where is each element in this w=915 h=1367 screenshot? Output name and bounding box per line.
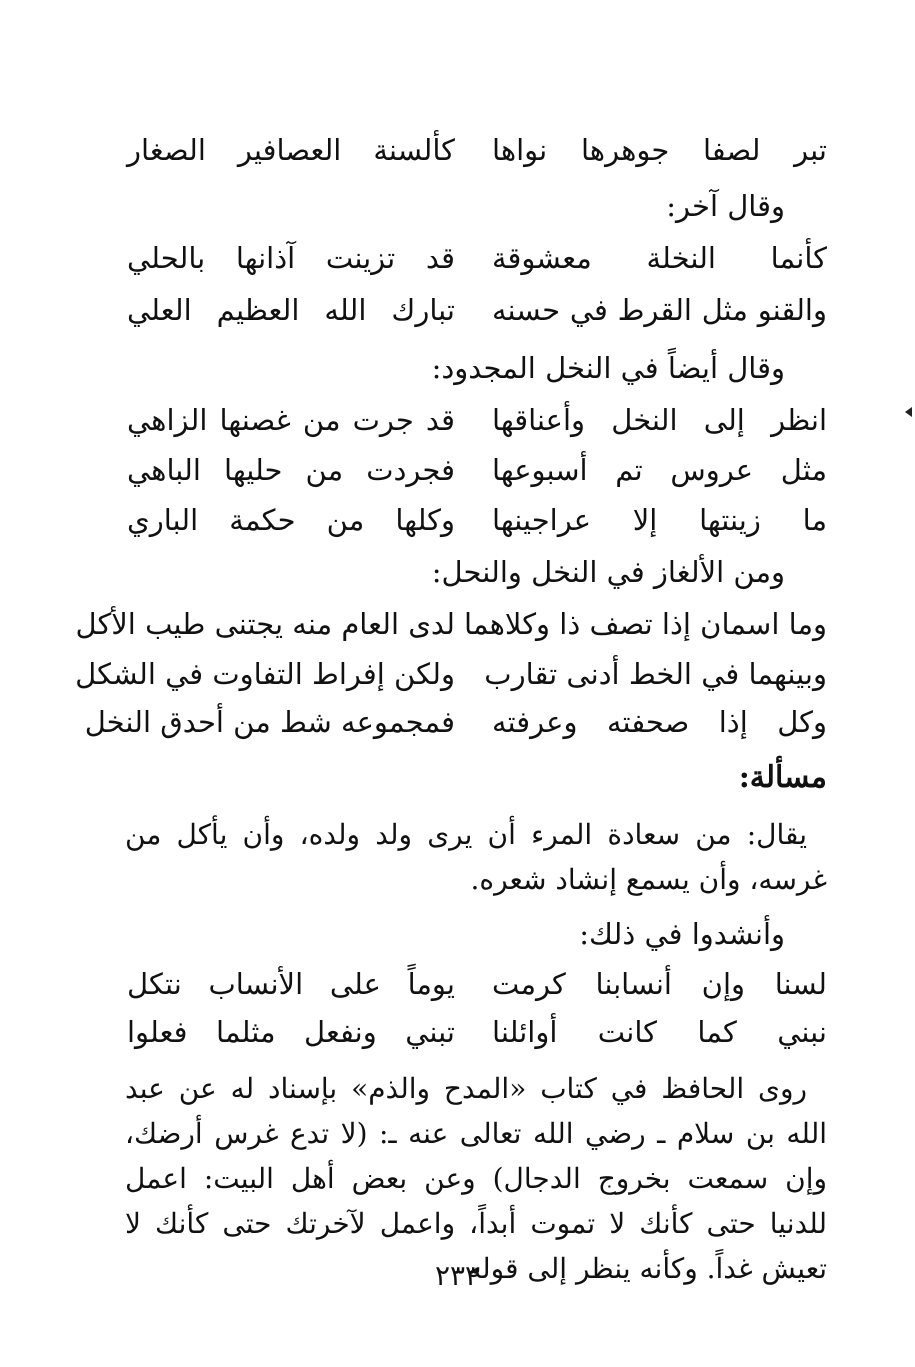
verse-hemistich-right: كأنما النخلة معشوقة xyxy=(492,241,827,275)
verse-hemistich-right: نبني كما كانت أوائلنا xyxy=(492,1015,827,1049)
verse-intro: وقال آخر: xyxy=(666,189,785,223)
verse-hemistich-right: وبينهما في الخط أدنى تقارب xyxy=(484,657,827,691)
verse-hemistich-left: ولكن إفراط التفاوت في الشكل xyxy=(75,657,455,691)
verse-hemistich-right: انظر إلى النخل وأعناقها xyxy=(492,403,827,437)
section-heading: مسألة: xyxy=(738,760,827,795)
verse-hemistich-left: فمجموعه شط من أحدق النخل xyxy=(84,705,455,739)
margin-mark-icon xyxy=(905,407,912,417)
verse-hemistich-left: كألسنة العصافير الصغار xyxy=(127,133,455,167)
paragraph: يقال: من سعادة المرء أن يرى ولد ولده، وأن يأكل من غرسه، وأن يسمع إنشاد شعره. xyxy=(125,818,827,896)
verse-hemistich-left: تبارك الله العظيم العلي xyxy=(127,293,455,327)
verse-intro: وقال أيضاً في النخل المجدود: xyxy=(431,351,785,385)
verse-hemistich-right: تبر لصفا جوهرها نواها xyxy=(492,133,827,167)
verse-hemistich-right: والقنو مثل القرط في حسنه xyxy=(492,293,827,327)
verse-hemistich-left: فجردت من حليها الباهي xyxy=(127,453,455,487)
paragraph: روى الحافظ في كتاب «المدح والذم» بإسناد له عن عبد الله بن سلام ـ رضي الله تعالى عنه ـ: (لا تدع غرس أرضك، وإن سمعت بخروج الدجال) وعن بعض أهل البيت: اعمل للدنيا حتى كأنك لا تموت أبداً، واعمل لآخرتك حتى كأنك لا تعيش غداً. وكأنه ينظر إلى قوله xyxy=(125,1072,827,1285)
verse-hemistich-left: لدى العام منه يجتنى طيب الأكل xyxy=(75,607,455,641)
verse-intro: ومن الألغاز في النخل والنحل: xyxy=(431,555,785,589)
verse-hemistich-left: وكلها من حكمة الباري xyxy=(127,503,455,537)
verse-intro: وأنشدوا في ذلك: xyxy=(579,917,785,951)
verse-hemistich-left: قد تزينت آذانها بالحلي xyxy=(127,241,455,275)
verse-hemistich-left: يوماً على الأنساب نتكل xyxy=(127,967,455,1001)
verse-hemistich-right: وكل إذا صحفته وعرفته xyxy=(492,705,827,739)
verse-hemistich-right: وما اسمان إذا تصف ذا وكلاهما xyxy=(464,607,827,641)
verse-hemistich-right: مثل عروس تم أسبوعها xyxy=(492,453,827,487)
verse-hemistich-left: تبني ونفعل مثلما فعلوا xyxy=(127,1015,455,1049)
verse-hemistich-right: لسنا وإن أنسابنا كرمت xyxy=(492,967,827,1001)
page-number: ٢٣٣ xyxy=(434,1259,481,1292)
verse-hemistich-right: ما زينتها إلا عراجينها xyxy=(492,503,827,537)
verse-hemistich-left: قد جرت من غصنها الزاهي xyxy=(127,403,455,437)
